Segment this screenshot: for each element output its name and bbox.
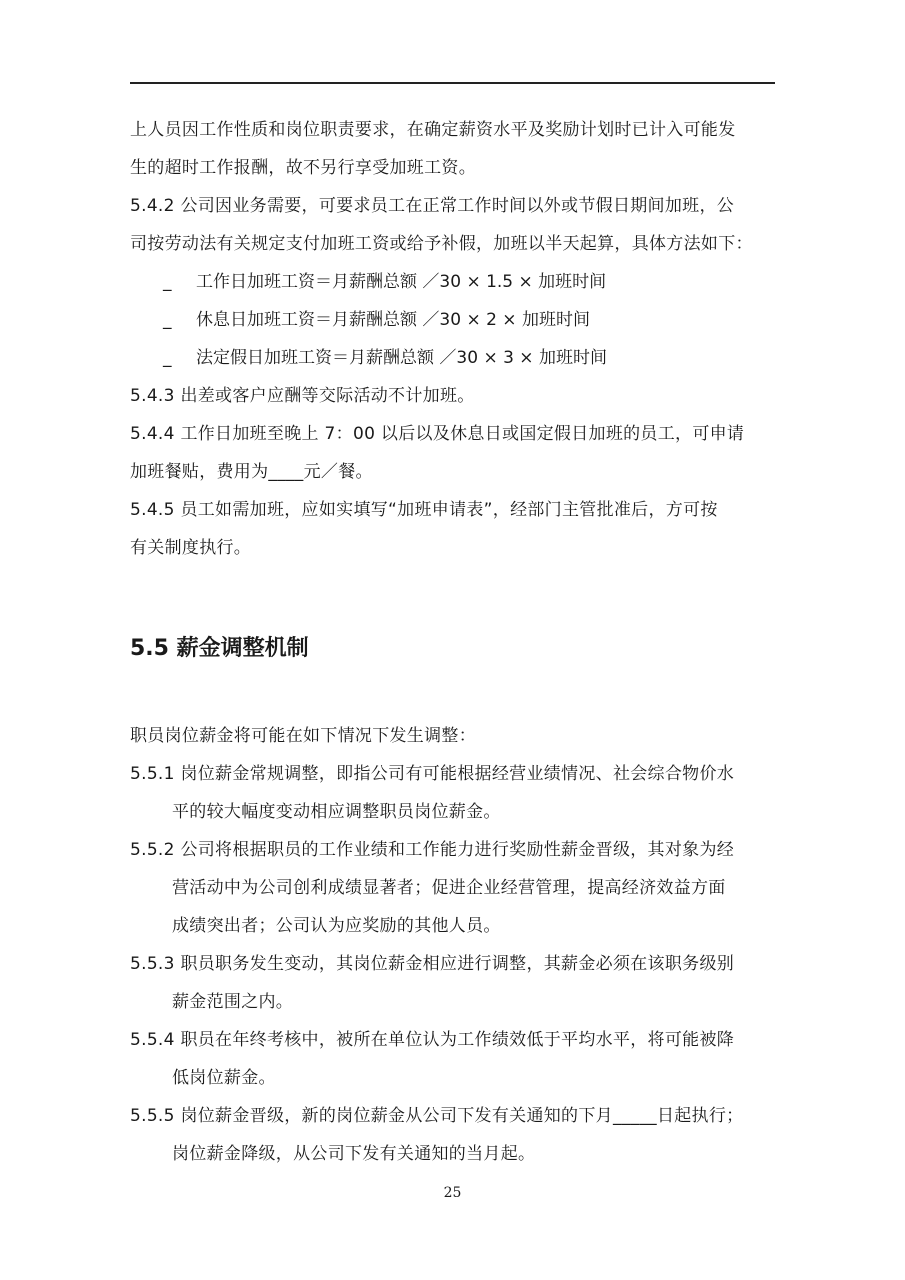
text-line: 加班餐贴，费用为____元／餐。: [130, 462, 373, 482]
bullet-mark: _: [163, 348, 172, 368]
item-continuation: 平的较大幅度变动相应调整职员岗位薪金。: [172, 802, 501, 822]
bullet-item: 工作日加班工资＝月薪酬总额 ／30 × 1.5 × 加班时间: [196, 272, 607, 292]
section-heading: 5.5 薪金调整机制: [130, 636, 309, 661]
bullet-item: 法定假日加班工资＝月薪酬总额 ／30 × 3 × 加班时间: [196, 348, 607, 368]
page-number: 25: [443, 1185, 462, 1201]
text-line: 生的超时工作报酬，故不另行享受加班工资。: [130, 158, 476, 178]
item-continuation: 成绩突出者；公司认为应奖励的其他人员。: [172, 916, 501, 936]
text-line: 5.4.4 工作日加班至晚上 7：00 以后以及休息日或国定假日加班的员工，可申请: [130, 424, 745, 444]
item-continuation: 岗位薪金降级，从公司下发有关通知的当月起。: [172, 1144, 536, 1164]
text-line: 5.4.5 员工如需加班，应如实填写“加班申请表”，经部门主管批准后，方可按: [130, 500, 718, 520]
item-first-line: 5.5.1 岗位薪金常规调整，即指公司有可能根据经营业绩情况、社会综合物价水: [130, 764, 735, 784]
item-first-line: 5.5.2 公司将根据职员的工作业绩和工作能力进行奖励性薪金晋级，其对象为经: [130, 840, 735, 860]
text-line: 司按劳动法有关规定支付加班工资或给予补假，加班以半天起算，具体方法如下：: [130, 234, 753, 254]
item-first-line: 5.5.4 职员在年终考核中，被所在单位认为工作绩效低于平均水平，将可能被降: [130, 1030, 735, 1050]
text-line: 上人员因工作性质和岗位职责要求，在确定薪资水平及奖励计划时已计入可能发: [130, 120, 736, 140]
intro-line: 职员岗位薪金将可能在如下情况下发生调整：: [130, 726, 476, 746]
bullet-mark: _: [163, 310, 172, 330]
bullet-item: 休息日加班工资＝月薪酬总额 ／30 × 2 × 加班时间: [196, 310, 590, 330]
text-line: 5.4.2 公司因业务需要，可要求员工在正常工作时间以外或节假日期间加班，公: [130, 196, 735, 216]
header-rule: [130, 82, 775, 84]
text-line: 5.4.3 出差或客户应酬等交际活动不计加班。: [130, 386, 475, 406]
bullet-mark: _: [163, 272, 172, 292]
item-continuation: 营活动中为公司创利成绩显著者；促进企业经营管理，提高经济效益方面: [172, 878, 726, 898]
item-continuation: 薪金范围之内。: [172, 992, 294, 1012]
item-continuation: 低岗位薪金。: [172, 1068, 276, 1088]
text-line: 有关制度执行。: [130, 538, 252, 558]
item-first-line: 5.5.5 岗位薪金晋级，新的岗位薪金从公司下发有关通知的下月_____日起执行；: [130, 1106, 744, 1126]
item-first-line: 5.5.3 职员职务发生变动，其岗位薪金相应进行调整，其薪金必须在该职务级别: [130, 954, 735, 974]
